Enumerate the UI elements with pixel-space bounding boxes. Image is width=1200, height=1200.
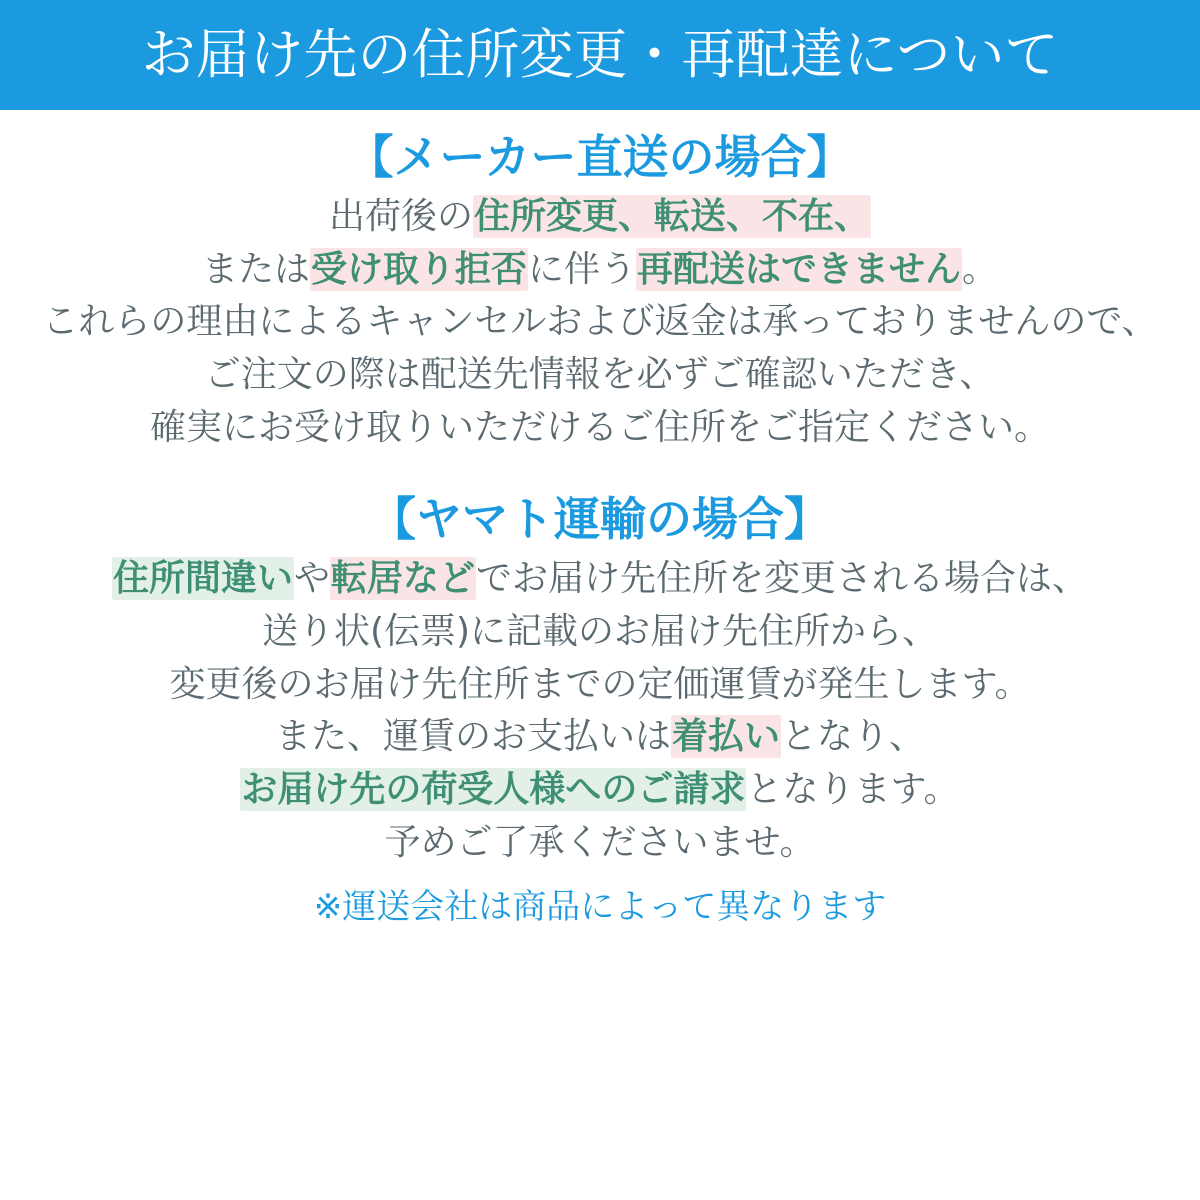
yamato-line-1-part-2: や	[293, 557, 330, 599]
maker-line-1-part-1: 出荷後の	[328, 195, 473, 237]
page-title: お届け先の住所変更・再配達について	[141, 23, 1059, 86]
yamato-line-3-part-1: 変更後のお届け先住所までの定価運賃が発生します。	[169, 663, 1031, 705]
maker-line-5	[0, 406, 1200, 450]
maker-line-5-part-1: 確実にお受け取りいただけるご住所をご指定ください。	[149, 407, 1050, 449]
maker-line-4	[0, 353, 1200, 397]
yamato-line-5-part-2: となります。	[746, 769, 960, 811]
section-heading-yamato: 【ヤマト運輸の場合】	[370, 492, 830, 547]
maker-line-2	[0, 248, 1200, 292]
maker-line-3-part-1: これらの理由によるキャンセルおよび返金は承っておりませんので、	[42, 301, 1158, 343]
maker-line-2-part-1: または	[201, 248, 310, 290]
footer-note: ※運送会社は商品によって異なります	[313, 887, 887, 928]
maker-line-1	[0, 195, 1200, 239]
yamato-line-4-part-3: となり、	[781, 716, 926, 758]
yamato-line-1-part-4: でお届け先住所を変更される場合は、	[476, 557, 1089, 599]
maker-line-2-part-2: 受け取り拒否	[310, 248, 527, 290]
maker-line-3	[0, 300, 1200, 344]
maker-line-2-part-3: に伴う	[527, 248, 636, 290]
yamato-line-6-part-1: 予めご了承くださいませ。	[384, 822, 816, 864]
yamato-line-2	[0, 610, 1200, 654]
maker-line-4-part-1: ご注文の際は配送先情報を必ずご確認いただき、	[204, 354, 996, 396]
yamato-line-3	[0, 663, 1200, 707]
yamato-line-5	[0, 768, 1200, 812]
maker-line-1-part-2: 住所変更、転送、不在、	[474, 195, 871, 237]
yamato-line-1	[0, 557, 1200, 601]
yamato-line-1-part-3: 転居など	[331, 557, 476, 599]
maker-line-2-part-4: 再配送はできません	[637, 248, 962, 290]
page-header	[0, 0, 1200, 110]
notice-content	[0, 132, 1200, 928]
yamato-line-4	[0, 715, 1200, 759]
maker-line-2-part-5: 。	[962, 248, 999, 290]
yamato-line-2-part-1: 送り状(伝票)に記載のお届け先住所から、	[261, 610, 939, 652]
yamato-line-4-part-2: 着払い	[671, 716, 780, 758]
section-heading-maker-direct: 【メーカー直送の場合】	[347, 130, 853, 184]
yamato-line-6	[0, 821, 1200, 865]
yamato-line-1-part-1: 住所間違い	[112, 557, 293, 599]
yamato-line-5-part-1: お届け先の荷受人様へのご請求	[241, 769, 746, 811]
yamato-line-4-part-1: また、運賃のお支払いは	[274, 716, 671, 758]
